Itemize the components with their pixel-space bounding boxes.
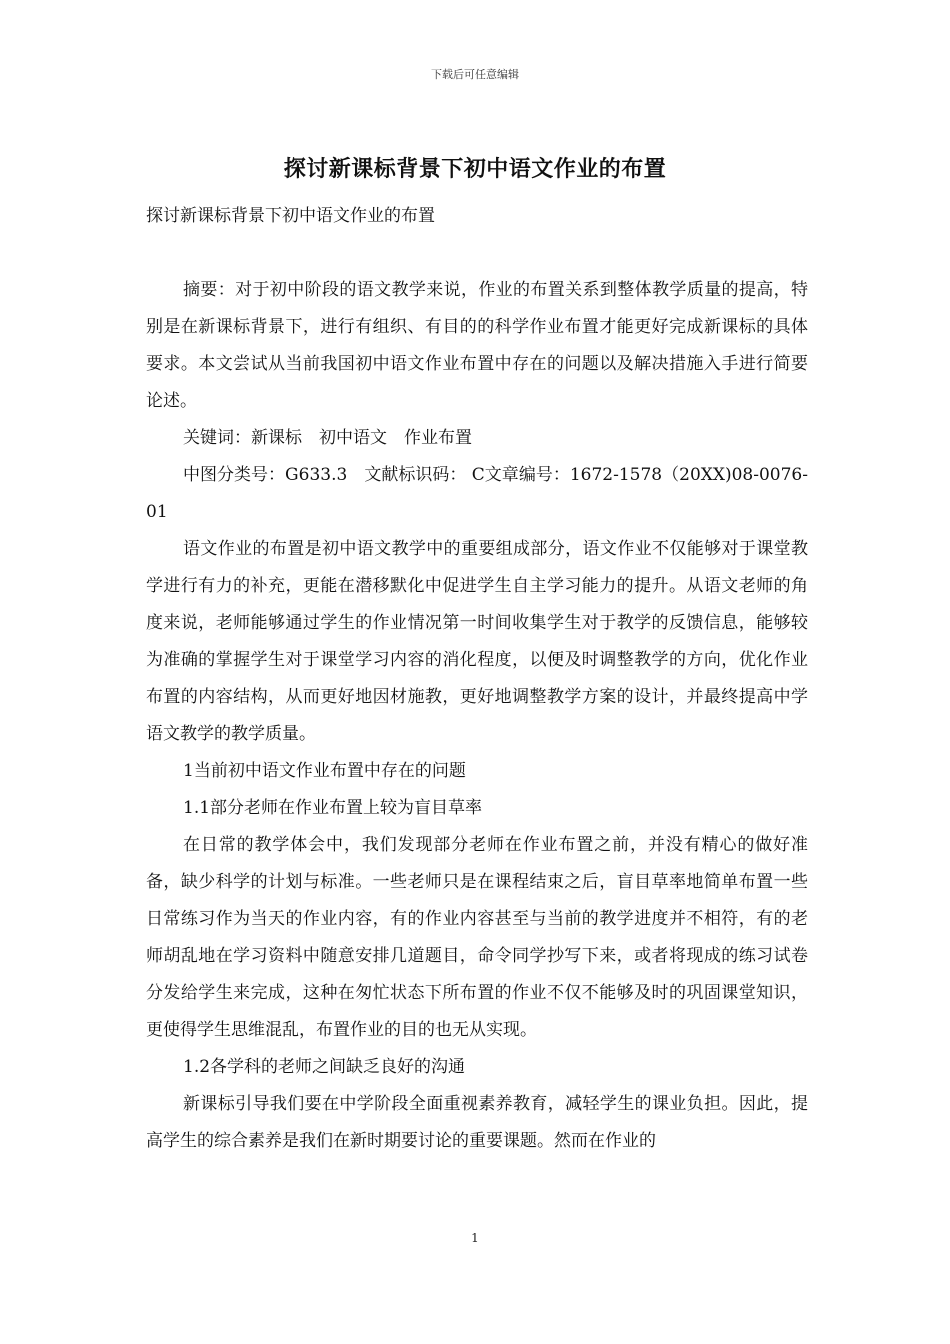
classification-line: 中图分类号：G633.3 文献标识码： C文章编号：1672-1578（20XX)08-0076-01	[146, 465, 808, 522]
section-1-1-heading: 1.1部分老师在作业布置上较为盲目草率	[183, 798, 483, 818]
abstract-paragraph: 摘要：对于初中阶段的语文教学来说，作业的布置关系到整体教学质量的提高，特别是在新课标背景下，进行有组织、有目的的科学作业布置才能更好完成新课标的具体要求。本文尝试从当前我国初中语文作业布置中存在的问题以及解决措施入手进行简要论述。	[146, 280, 808, 411]
intro-paragraph: 语文作业的布置是初中语文教学中的重要组成部分，语文作业不仅能够对于课堂教学进行有力的补充，更能在潜移默化中促进学生自主学习能力的提升。从语文老师的角度来说，老师能够通过学生的作业情况第一时间收集学生对于教学的反馈信息，能够较为准确的掌握学生对于课堂学习内容的消化程度，以便及时调整教学的方向，优化作业布置的内容结构，从而更好地因材施教，更好地调整教学方案的设计，并最终提高中学语文教学的教学质量。	[146, 539, 808, 744]
keywords-line: 关键词：新课标 初中语文 作业布置	[183, 428, 472, 448]
document-subtitle: 探讨新课标背景下初中语文作业的布置	[146, 206, 435, 226]
page-header: 下载后可任意编辑	[431, 68, 519, 81]
document-title: 探讨新课标背景下初中语文作业的布置	[283, 156, 667, 182]
document-body	[146, 198, 808, 1160]
blank-line	[146, 235, 808, 272]
section-1-2-heading: 1.2各学科的老师之间缺乏良好的沟通	[183, 1057, 466, 1077]
section-1-1-paragraph: 在日常的教学体会中，我们发现部分老师在作业布置之前，并没有精心的做好准备，缺少科学的计划与标准。一些老师只是在课程结束之后，盲目草率地简单布置一些日常练习作为当天的作业内容，有的作业内容甚至与当前的教学进度并不相符，有的老师胡乱地在学习资料中随意安排几道题目，命令同学抄写下来，或者将现成的练习试卷分发给学生来完成，这种在匆忙状态下所布置的作业不仅不能够及时的巩固课堂知识，更使得学生思维混乱，布置作业的目的也无从实现。	[146, 835, 808, 1040]
page-number: 1	[471, 1231, 479, 1245]
section-1-heading: 1当前初中语文作业布置中存在的问题	[183, 761, 466, 781]
section-1-2-paragraph: 新课标引导我们要在中学阶段全面重视素养教育，减轻学生的课业负担。因此，提高学生的综合素养是我们在新时期要讨论的重要课题。然而在作业的	[146, 1094, 808, 1151]
